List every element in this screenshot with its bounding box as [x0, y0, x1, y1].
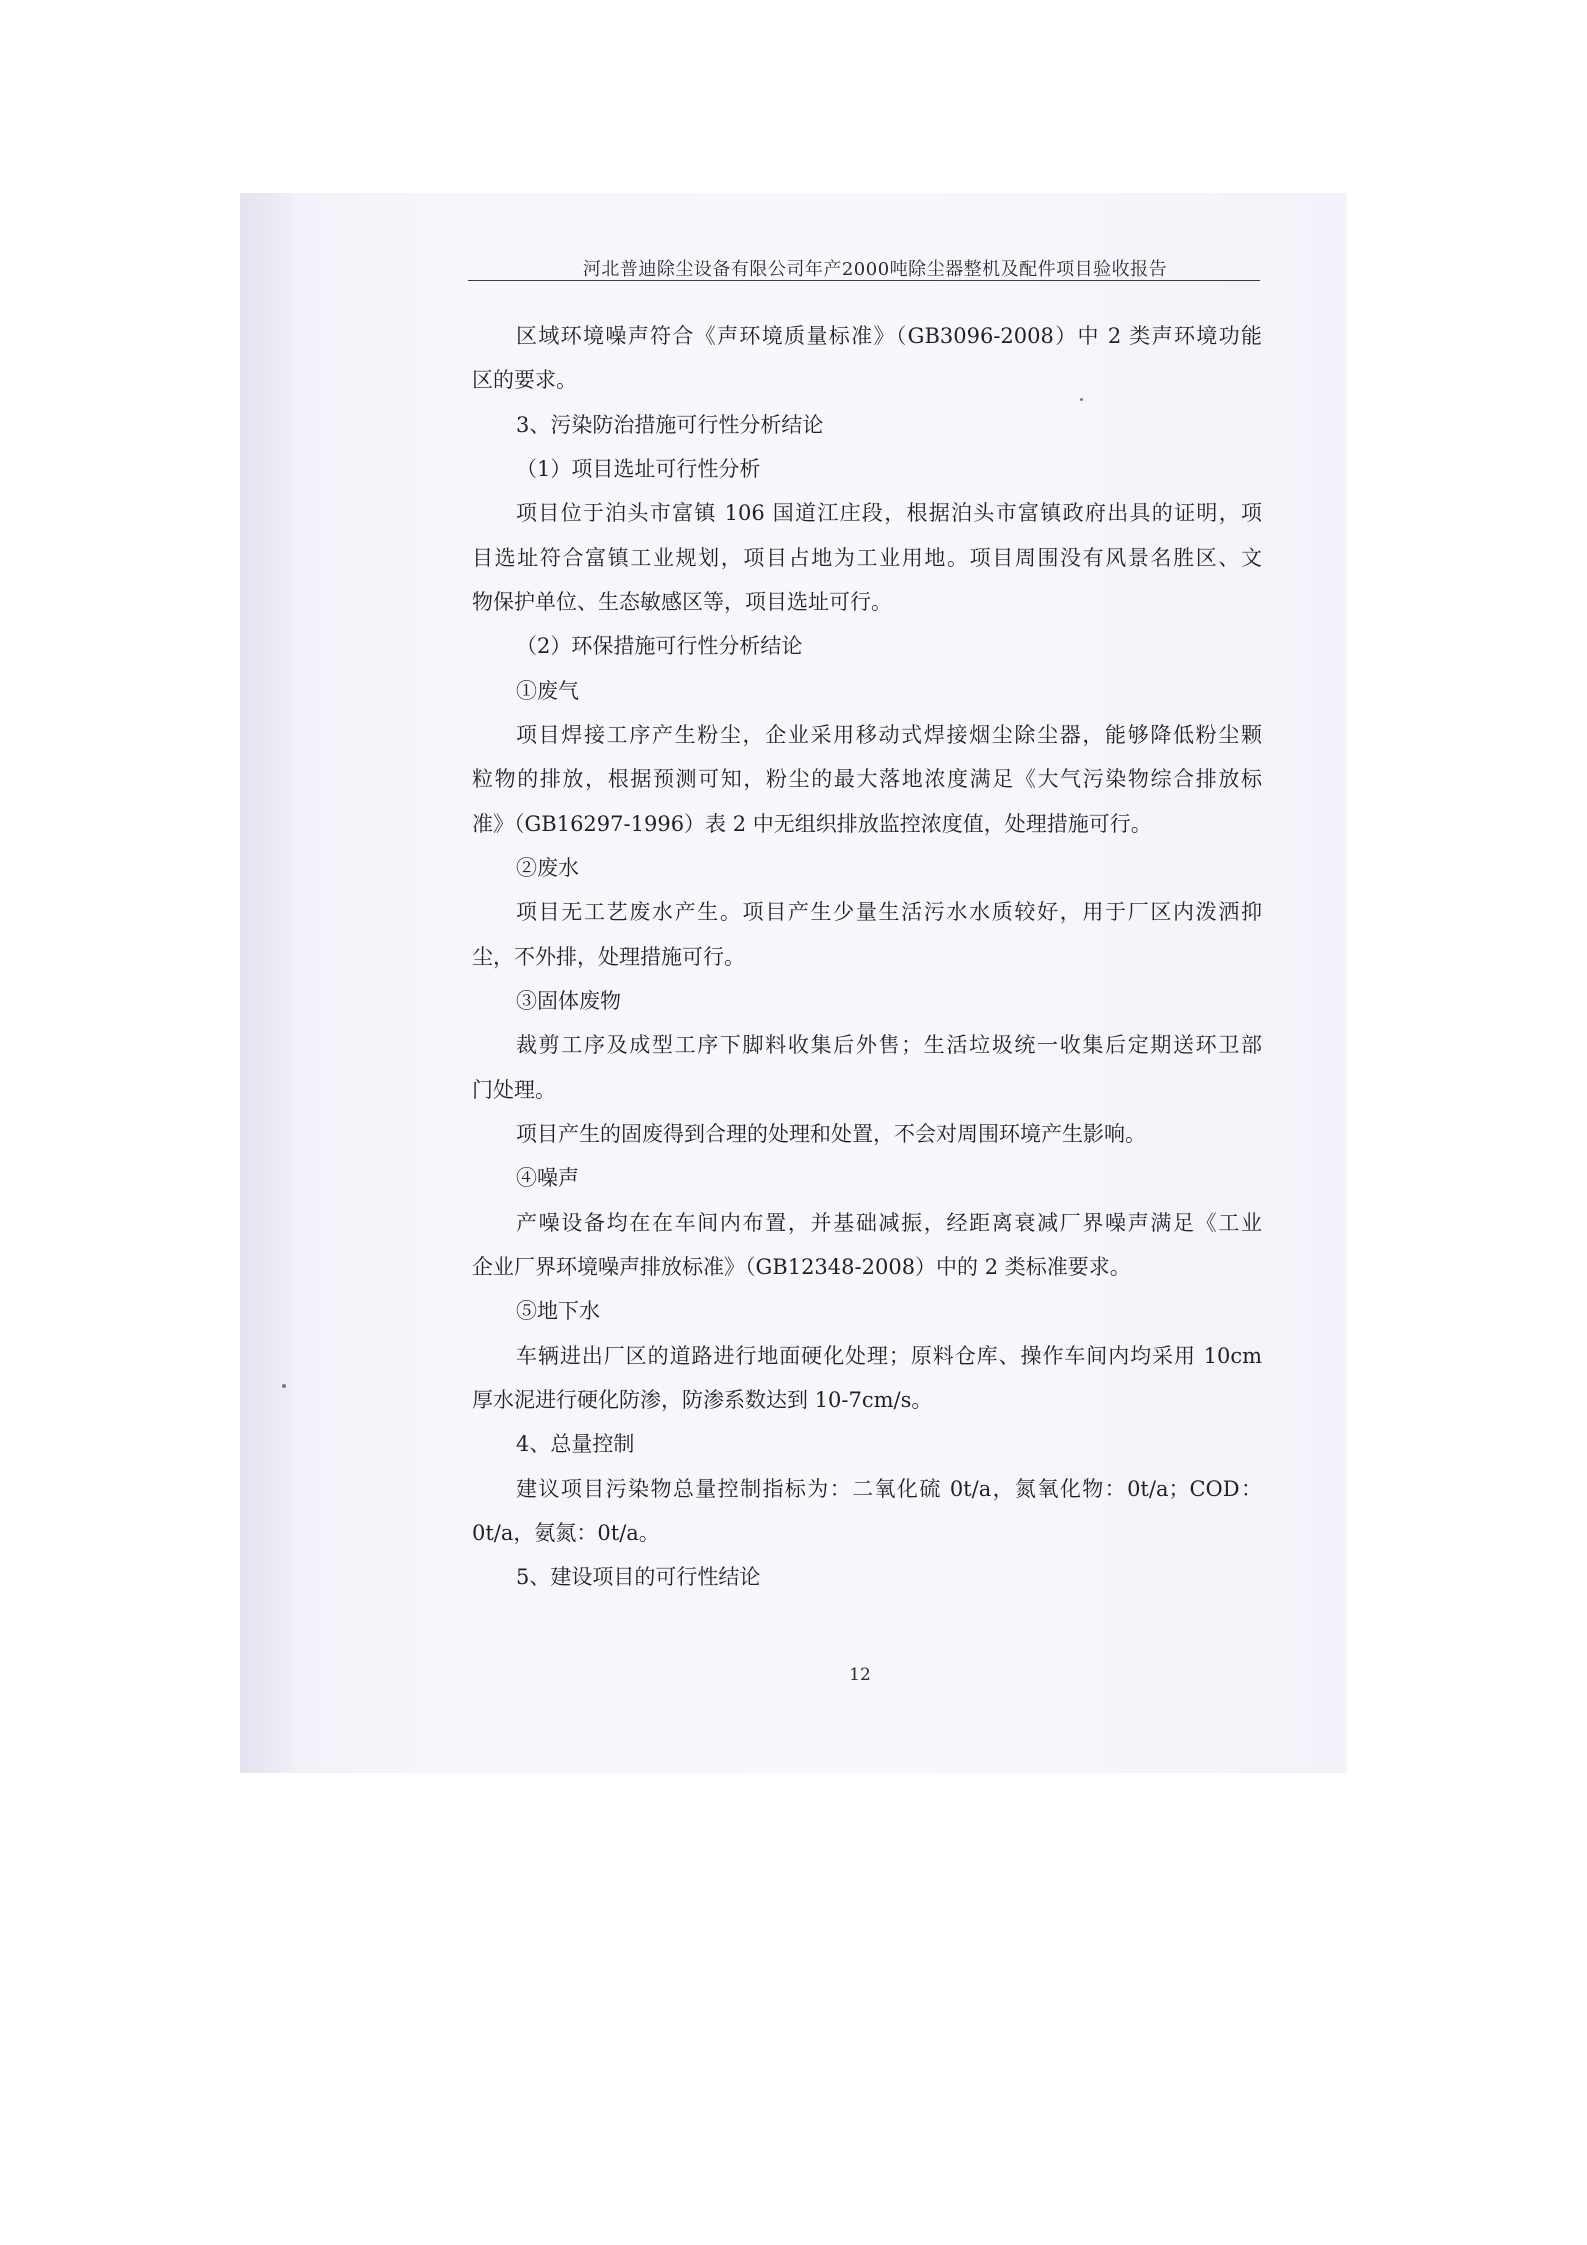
text-line: 裁剪工序及成型工序下脚料收集后外售；生活垃圾统一收集后定期送环卫部: [516, 1033, 1262, 1057]
subsection-heading: （1）项目选址可行性分析: [516, 457, 761, 481]
item-heading: ⑤地下水: [516, 1299, 600, 1323]
scan-shadow-edge: [240, 193, 300, 1773]
subsection-heading: （2）环保措施可行性分析结论: [516, 634, 803, 658]
item-heading: ④噪声: [516, 1166, 579, 1190]
section-heading: 5、建设项目的可行性结论: [516, 1565, 761, 1589]
item-heading: ③固体废物: [516, 989, 621, 1013]
text-line: 项目焊接工序产生粉尘，企业采用移动式焊接烟尘除尘器，能够降低粉尘颗: [516, 723, 1262, 747]
text-line: 区的要求。: [472, 368, 577, 392]
text-line: 建议项目污染物总量控制指标为：二氧化硫 0t/a，氮氧化物：0t/a；COD：: [516, 1477, 1262, 1501]
item-heading: ①废气: [516, 679, 579, 703]
text-line: 目选址符合富镇工业规划，项目占地为工业用地。项目周围没有风景名胜区、文: [472, 546, 1262, 570]
text-line: 产噪设备均在在车间内布置，并基础减振，经距离衰减厂界噪声满足《工业: [516, 1211, 1262, 1235]
section-heading: 3、污染防治措施可行性分析结论: [516, 413, 824, 437]
text-line: 项目产生的固废得到合理的处理和处置，不会对周围环境产生影响。: [516, 1122, 1146, 1146]
page-number: 12: [849, 1665, 871, 1685]
text-line: 粒物的排放，根据预测可知，粉尘的最大落地浓度满足《大气污染物综合排放标: [472, 767, 1262, 791]
text-line: 区域环境噪声符合《声环境质量标准》（GB3096-2008）中 2 类声环境功能: [516, 324, 1262, 348]
text-line: 车辆进出厂区的道路进行地面硬化处理；原料仓库、操作车间内均采用 10cm: [516, 1344, 1262, 1368]
text-line: 厚水泥进行硬化防渗，防渗系数达到 10-7cm/s。: [472, 1388, 933, 1412]
text-line: 项目位于泊头市富镇 106 国道江庄段，根据泊头市富镇政府出具的证明，项: [516, 501, 1262, 525]
page-header: 河北普迪除尘设备有限公司年产2000吨除尘器整机及配件项目验收报告: [582, 259, 1168, 280]
text-line: 企业厂界环境噪声排放标准》（GB12348-2008）中的 2 类标准要求。: [472, 1255, 1131, 1279]
text-line: 尘，不外排，处理措施可行。: [472, 945, 745, 969]
text-line: 项目无工艺废水产生。项目产生少量生活污水水质较好，用于厂区内泼洒抑: [516, 900, 1262, 924]
scan-speck: [282, 1384, 286, 1388]
header-rule: [468, 280, 1260, 281]
scan-speck: [1080, 398, 1083, 401]
section-heading: 4、总量控制: [516, 1432, 635, 1456]
text-line: 准》（GB16297-1996）表 2 中无组织排放监控浓度值，处理措施可行。: [472, 812, 1152, 836]
text-line: 物保护单位、生态敏感区等，项目选址可行。: [472, 590, 892, 614]
text-line: 0t/a，氨氮：0t/a。: [472, 1521, 660, 1545]
item-heading: ②废水: [516, 856, 579, 880]
text-line: 门处理。: [472, 1078, 556, 1102]
